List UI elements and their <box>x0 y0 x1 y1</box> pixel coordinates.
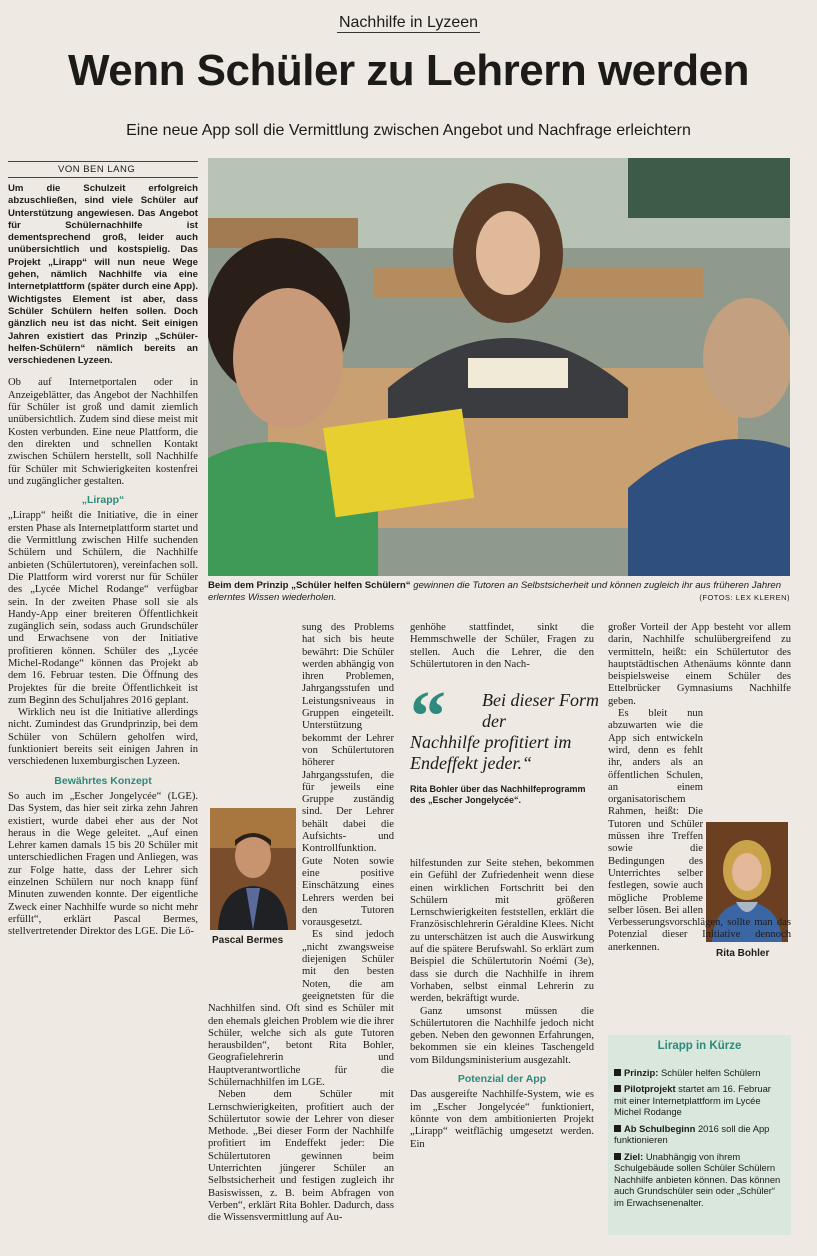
column-2-text <box>208 622 394 1252</box>
info-key: Ab Schulbeginn <box>624 1122 696 1134</box>
portrait-spacer <box>208 806 302 996</box>
info-box <box>608 1035 791 1235</box>
body-paragraph: Es sind jedoch „nicht zwangsweise diejenigen Schüler mit den besten Noten, die am geeignetsten für die Nachhilfen sind. Oft sind es Schüler mit den ehemals gleichen Problem wie die ihrer Schüler, welche sich als gute Tutoren herausbilden“, betont Rita Bohler, Geografielehrerin und Hauptverantwortliche für die Schülernachhilfen im LGE. <box>208 929 394 1088</box>
info-item <box>614 1123 785 1146</box>
info-key: Ziel: <box>624 1150 644 1162</box>
body-paragraph: Neben dem Schüler mit Lernschwierigkeiten, profitiert auch der Schülertutor sowie der Lehrer von dieser Methode. „Bei dieser Form der Nachhilfe profitiert im Endeffekt jeder: Die Schülertutoren gewinnen beim Unterrichten jüngerer Schüler an Selbstsicherheit und festigen zugleich ihr Basiswissen, z. B. beim Abfragen von Verben“, erklärt Rita Bohler. Dadurch, dass die Wissensvermittlung auf Au- <box>208 1089 394 1224</box>
photo-credit: (FOTOS: LEX KLEREN) <box>699 593 790 602</box>
body-paragraph: „Lirapp“ heißt die Initiative, die in einer ersten Phase als Internetplattform startet und die Vermittlung zwischen Hilfe suchenden Schülern und Schülern, die Nachhilfe anbieten (Schülertutoren), vereinfachen soll. Die Plattform wird vorerst nur für Schüler des „Lycée Michel Rodange“ verfügbar sein. In der zweiten Phase soll sie als Handy-App einer breiteren Öffentlichkeit zugänglich sein, sodass auch Grundschüler und Erwachsene von der Initiative profitieren können. Schüler des „Lycée Michel-Rodange“ können das Projekt ab dem 16. Februar testen. Die Öffnung des Projektes für die breite Öffentlichkeit ist zum Beginn des Schuljahres 2016 geplant. <box>8 510 198 706</box>
portrait-label: Pascal Bermes <box>212 935 284 946</box>
byline <box>8 161 198 178</box>
info-key: Pilotprojekt <box>624 1083 676 1094</box>
main-photo <box>208 158 790 576</box>
info-item <box>614 1067 785 1079</box>
body-paragraph: hilfestunden zur Seite stehen, bekommen ein Gefühl der Zufriedenheit wenn diese einen wirklichen Fortschritt bei den Schülern mit größeren Lernschwierigkeiten feststellen, erklärt die Französischlehrerin Géraldine Klees. Nicht zu unterschätzen ist auch die Auswirkung auf die spätere Berufswahl. So erklärt zum Beispiel die Schülertutorin Noémi (3e), dass sie durch die Nachhilfe in ihrem Vorhaben, selbst einmal Lehrerin zu werden, bekräftigt wurde. <box>410 858 594 1005</box>
info-box-title: Lirapp in Kürze <box>657 1040 742 1052</box>
subheading-potenzial: Potenzial der App <box>457 1073 547 1086</box>
caption-bold: Beim dem Prinzip „Schüler helfen Schülern“ <box>208 580 411 591</box>
column-1 <box>8 183 198 939</box>
pull-quote <box>410 676 602 806</box>
bullet-square-icon <box>614 1069 621 1076</box>
kicker <box>0 14 817 32</box>
portrait-label: Rita Bohler <box>716 948 770 959</box>
body-paragraph: Wirklich neu ist die Initiative allerdings nicht. Zumindest das Grundprinzip, bei dem Schüler von Schülern geholfen wird, funktioniert bereits seit einigen Jahren in verschiedenen luxemburgischen Lyzeen. <box>8 707 198 768</box>
subheading-lirapp: „Lirapp“ <box>81 494 125 507</box>
body-paragraph: Das ausgereifte Nachhilfe-System, wie es im „Escher Jongelycée“ funktioniert, könnte von dem ambitionierten Projekt „Lirapp“ weitflächig umgesetzt werden. Ein <box>410 1089 594 1150</box>
byline-text: VON BEN LANG <box>58 164 136 175</box>
body-paragraph: Es bleit nun abzuwarten wie die App sich entwickeln wird, denn es fehlt ihr, anders als an öffentlichen Schulen, an einem organisatorischem Rahmen, heißt: Die Tutoren und Schüler müssen ihre Treffen sowie die Bedingungen des Unterrichtes selber festlegen, sowie auch mögliche Probleme selber lösen. Bei allen Verbesserungsvorschlägen, sollte man das Potenzial dieser Initiative dennoch anerkennen. <box>608 708 791 953</box>
info-value: startet am 16. Februar mit einer Internetplattform im Lycée Michel Rodange <box>614 1083 771 1117</box>
column-4 <box>608 622 791 1032</box>
info-item <box>614 1151 785 1209</box>
body-paragraph: Ob auf Internetportalen oder in Anzeigeblätter, das Angebot der Nachhilfen für Schüler ist groß und damit ziemlich unübersichtlich. Zudem sind diese meist mit Kosten verbunden. Eine neue Plattform, die den direkten und schnellen Kontakt zwischen Schülern herstellt, soll Nachhilfe für Schüler mit Schwierigkeiten kostenfrei und zugänglicher gestalten. <box>8 377 198 487</box>
info-item <box>614 1083 785 1118</box>
headline: Wenn Schüler zu Lehrern werden <box>68 46 749 95</box>
portrait-spacer <box>703 780 791 910</box>
body-paragraph: genhöhe stattfindet, sinkt die Hemmschwelle der Schüler, Fragen zu stellen. Auch die Lehrer, die den Schülertutoren in den Nach- <box>410 622 594 670</box>
classroom-photo <box>208 158 790 576</box>
body-paragraph: Ganz umsonst müssen die Schülertutoren die Nachhilfe jedoch nicht geben. Neben den gewonnen Erfahrungen, bekommen sie ein kleines Taschengeld vom Bildungsministerium ausgezahlt. <box>410 1005 594 1066</box>
col2-p1: sung des Problems hat sich bis heute bewährt: Die Schüler werden abhängig von ihren Problemen, Jahrgangsstufen und Leistungsniveaus in Gruppen eingeteilt. Unterstützung bekommt der Lehrer von Schülertutoren höherer Jahrgangsstufen, die für jeweils eine Gruppe zuständig sind. Der Lehrer behält dabei die Aufsichts- und Kontrollfunktion. Gute Noten sowie eine positive Einschätzung eines Lehrers werden bei den Tutoren vorausgesetzt. <box>302 622 394 929</box>
kicker-text: Nachhilfe in Lyzeen <box>338 14 479 31</box>
bullet-square-icon <box>614 1153 621 1160</box>
column-3-bottom <box>410 858 594 1151</box>
info-key: Prinzip: <box>624 1066 659 1078</box>
lead-paragraph: Um die Schulzeit erfolgreich abzuschließen, sind viele Schüler auf Unterstützung angewiesen. Das Angebot für Schülernachhilfe ist dementsprechend groß, leider auch unübersichtlich und kostspielig. Das Projekt „Lirapp“ will nun neue Wege gehen, nämlich Nachhilfe via eine Internetplattform (später durch eine App). Wichtigstes Element ist aber, dass Schüler Schülern helfen sollen. Doch gänzlich neu ist das nicht. Seit einigen Jahren existiert das Prinzip „Schüler-helfen-Schülern“ nämlich bereits an verschiedenen Lyzeen. <box>8 183 198 367</box>
caption-text: gewinnen die Tutoren an Selbstsicherheit und können zugleich ihr aus früheren Jahren erlerntes Wissen wiederholen. <box>208 580 782 603</box>
quote-text-b: Nachhilfe profitiert im Endeffekt jeder.“ <box>410 732 572 773</box>
quote-text-a: Bei dieser Form der <box>482 690 599 731</box>
quote-mark-icon: “ <box>410 676 446 756</box>
quote-source: Rita Bohler über das Nachhilfeprogramm des „Escher Jongelycée“. <box>410 784 586 805</box>
column-3-top <box>410 622 594 671</box>
body-paragraph: So auch im „Escher Jongelycée“ (LGE). Das System, das hier seit zirka zehn Jahren existiert, wurde dabei eher aus der Not heraus in die Wege geleitet. „Auf einen Lehrer kamen damals 15 bis 20 Schüler mit unterschiedlichen Fragen und Anliegen, was zur Folge hatte, dass der Lehrer sich einzelnen Schülern nur noch knapp fünf Minuten zuwenden konnte. Der eigentliche Zweck einer Nachhilfe wurde so nicht mehr erfüllt“, erklärt Pascal Bermes, stellvertretender Direktor des LGE. Die Lö- <box>8 790 198 938</box>
photo-caption <box>208 580 790 604</box>
bullet-square-icon <box>614 1125 621 1132</box>
bullet-square-icon <box>614 1085 621 1092</box>
info-value: 2016 soll die App funktionieren <box>614 1122 770 1145</box>
subheading-konzept: Bewährtes Konzept <box>54 774 152 787</box>
body-paragraph: großer Vorteil der App besteht vor allem darin, Nachhilfe schulübergreifend zu vermitteln, heißt: ein Schülertutor des hauptstädtischen Athenäums könnte dann beispielsweise einem Schüler des Ettelbrücker Gymnasiums Nachhilfe geben. <box>608 622 791 707</box>
info-value: Unabhängig von ihrem Schulgebäude sollen Schüler Schülern Nachhilfe anbieten können. Das können auch Grundschüler sein oder „Schüler“ im Erwachsenenalter. <box>614 1150 781 1208</box>
subheadline: Eine neue App soll die Vermittlung zwischen Angebot und Nachfrage erleichtern <box>126 122 691 139</box>
info-value: Schüler helfen Schülern <box>658 1066 761 1078</box>
